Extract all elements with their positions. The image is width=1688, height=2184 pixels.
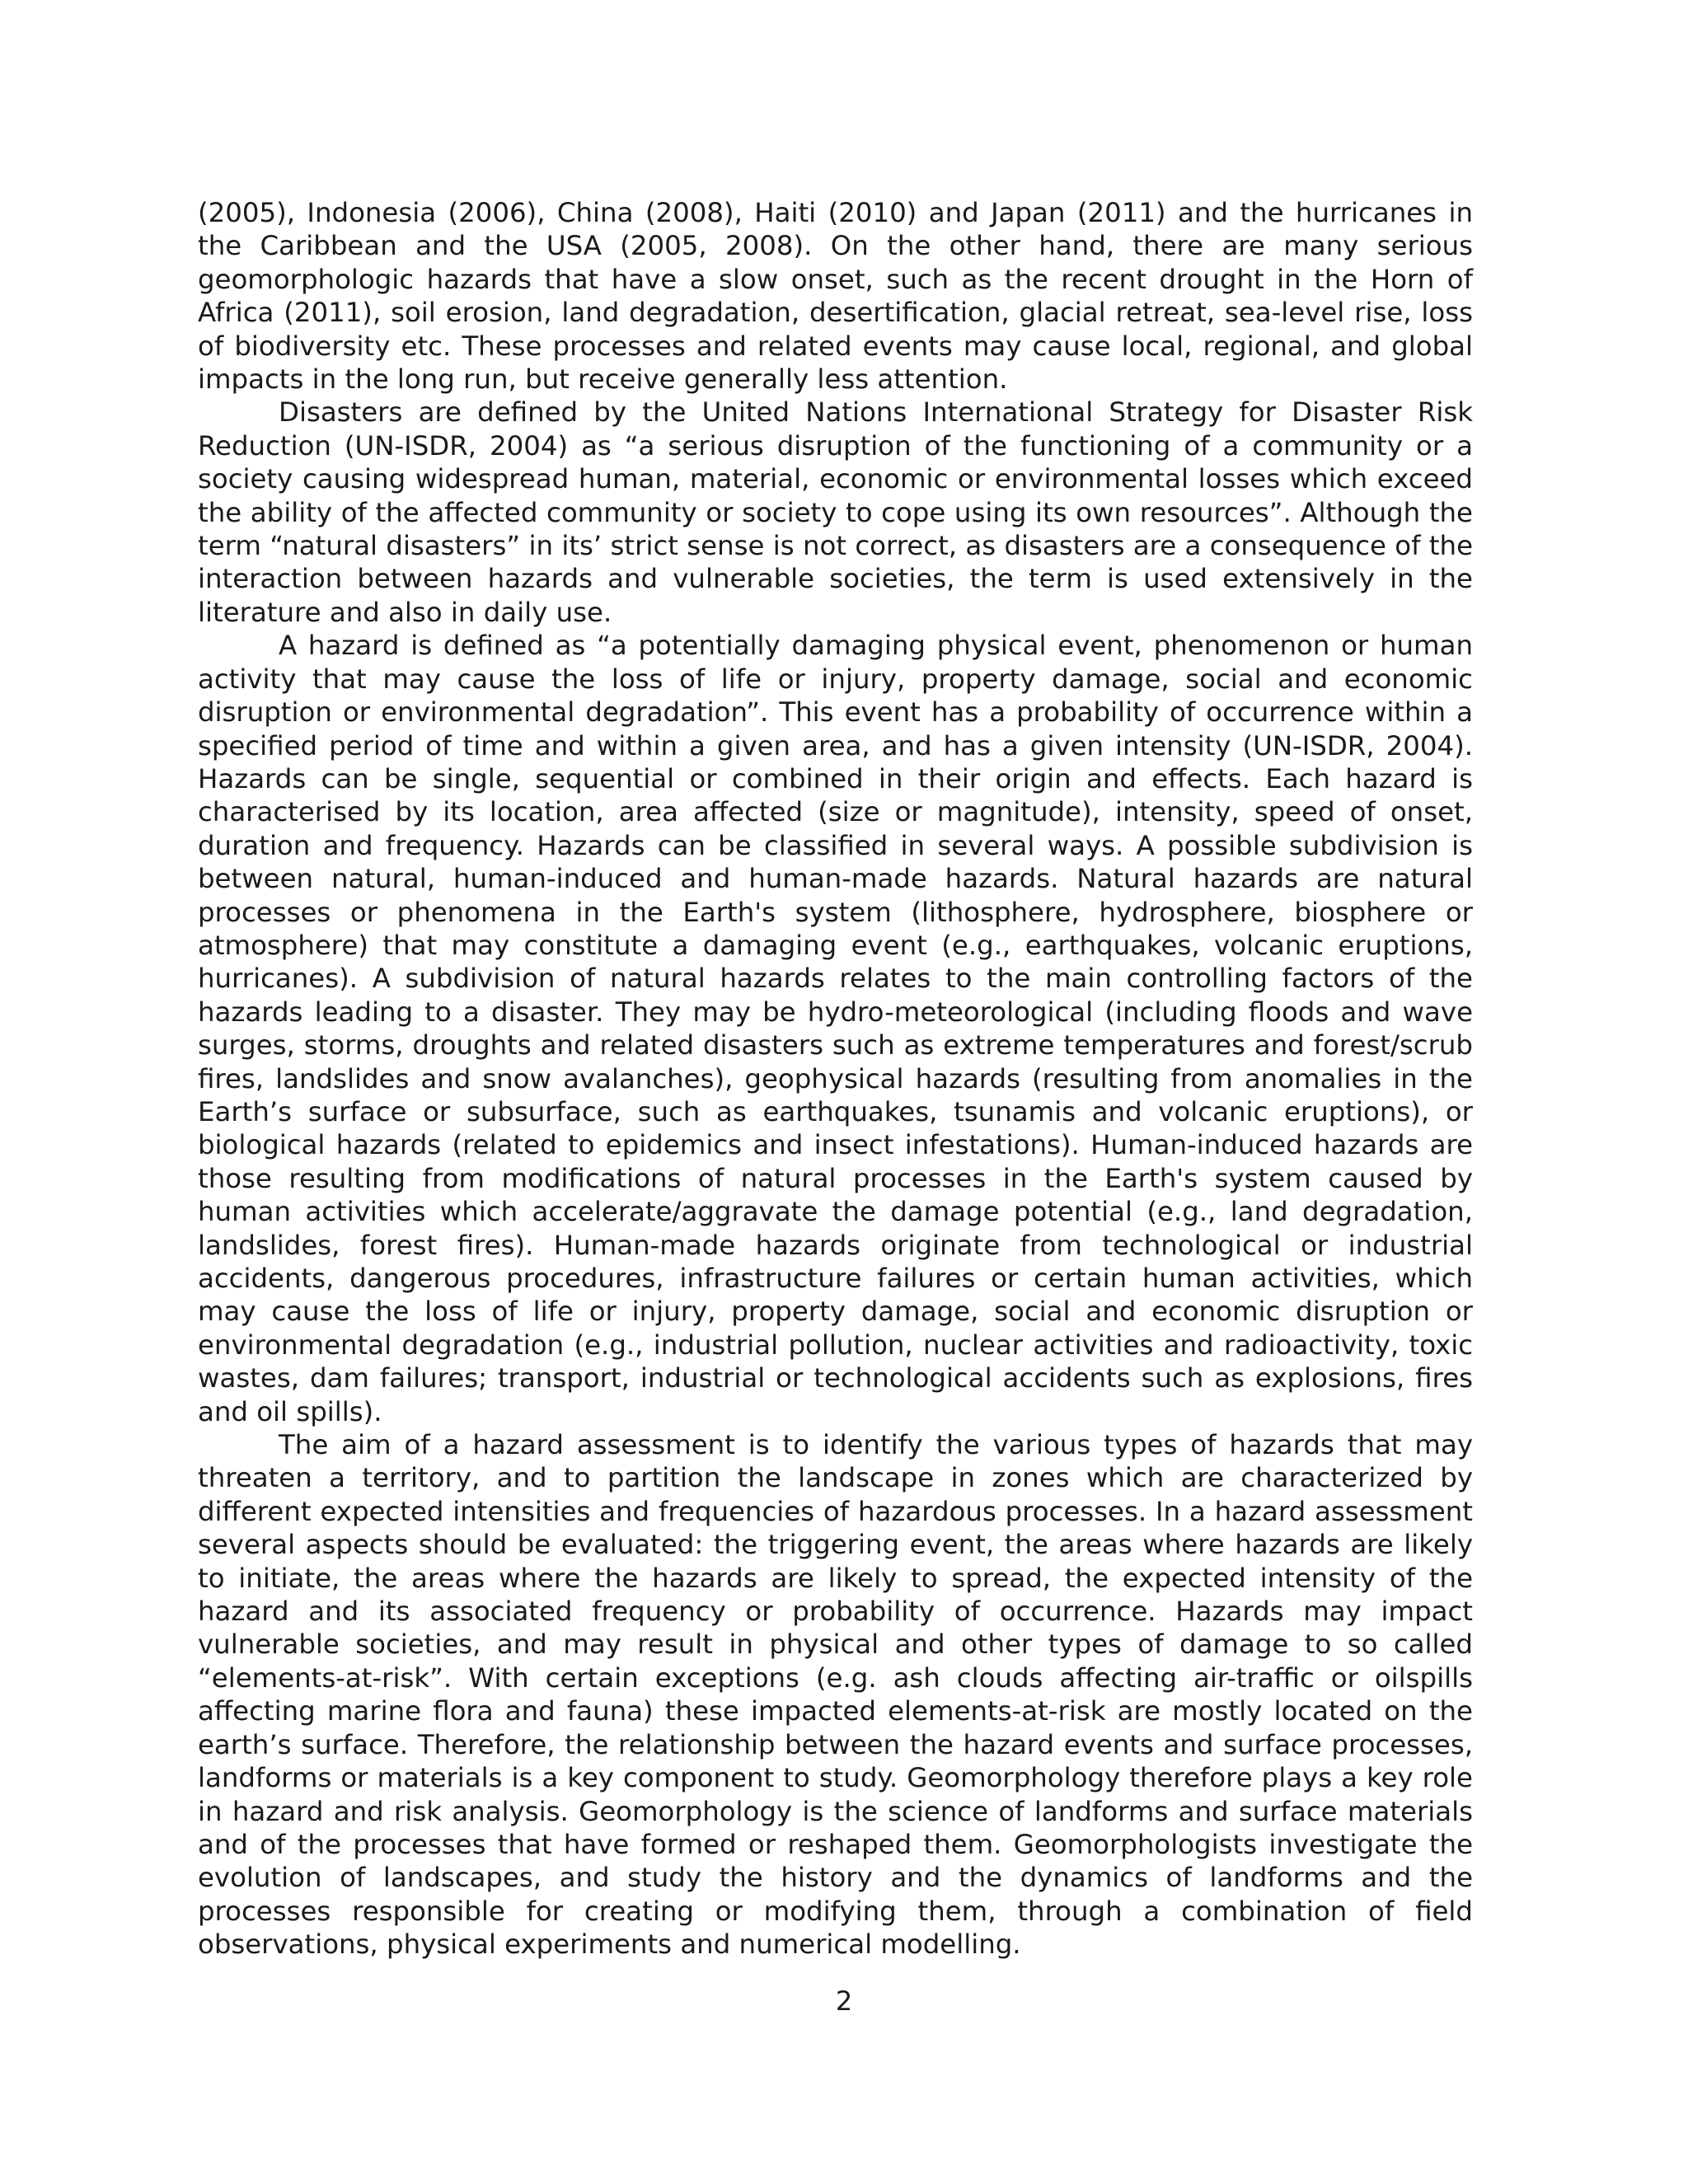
paragraph-hazard-assessment: The aim of a hazard assessment is to identify the various types of hazards that may threaten a territory, and to partition the landscape in zones which are characterized by different expected intensities and frequencies of hazardous processes. In a hazard assessment several aspects should be evaluated: the triggering event, the areas where hazards are likely to initiate, the areas where the hazards are likely to spread, the expected intensity of the hazard and its associated frequency or probability of occurrence. Hazards may impact vulnerable societies, and may result in physical and other types of damage to so called “elements-at-risk”. With certain exceptions (e.g. ash clouds affecting air-traffic or oilspills affecting marine flora and fauna) these impacted elements-at-risk are mostly located on the earth’s surface. Therefore, the relationship between the hazard events and surface processes, landforms or materials is a key component to study. Geomorphology therefore plays a key role in hazard and risk analysis. Geomorphology is the science of landforms and surface materials and of the processes that have formed or reshaped them. Geomorphologists investigate the evolution of landscapes, and study the history and the dynamics of landforms and the processes responsible for creating or modifying them, through a combination of field observations, physical experiments and numerical modelling. [198,1429,1473,1961]
page-number: 2 [835,1985,853,2017]
paragraph-disasters-definition: Disasters are defined by the United Nations International Strategy for Disaster Risk Reduction (UN-ISDR, 2004) as “a serious disruption of the functioning of a community or a society causing widespread human, material, economic or environmental losses which exceed the ability of the affected community or society to cope using its own resources”. Although the term “natural disasters” in its’ strict sense is not correct, as disasters are a consequence of the interaction between hazards and vulnerable societies, the term is used extensively in the literature and also in daily use. [198,396,1473,628]
body-text [198,196,1473,1961]
paragraph-hazard-definition: A hazard is defined as “a potentially damaging physical event, phenomenon or human activity that may cause the loss of life or injury, property damage, social and economic disruption or environmental degradation”. This event has a probability of occurrence within a specified period of time and within a given area, and has a given intensity (UN-ISDR, 2004). Hazards can be single, sequential or combined in their origin and effects. Each hazard is characterised by its location, area affected (size or magnitude), intensity, speed of onset, duration and frequency. Hazards can be classified in several ways. A possible subdivision is between natural, human-induced and human-made hazards. Natural hazards are natural processes or phenomena in the Earth's system (lithosphere, hydrosphere, biosphere or atmosphere) that may constitute a damaging event (e.g., earthquakes, volcanic eruptions, hurricanes). A subdivision of natural hazards relates to the main controlling factors of the hazards leading to a disaster. They may be hydro-meteorological (including floods and wave surges, storms, droughts and related disasters such as extreme temperatures and forest/scrub fires, landslides and snow avalanches), geophysical hazards (resulting from anomalies in the Earth’s surface or subsurface, such as earthquakes, tsunamis and volcanic eruptions), or biological hazards (related to epidemics and insect infestations). Human-induced hazards are those resulting from modifications of natural processes in the Earth's system caused by human activities which accelerate/aggravate the damage potential (e.g., land degradation, landslides, forest fires). Human-made hazards originate from technological or industrial accidents, dangerous procedures, infrastructure failures or certain human activities, which may cause the loss of life or injury, property damage, social and economic disruption or environmental degradation (e.g., industrial pollution, nuclear activities and radioactivity, toxic wastes, dam failures; transport, industrial or technological accidents such as explosions, fires and oil spills). [198,630,1473,1427]
paragraph-continuation: (2005), Indonesia (2006), China (2008), Haiti (2010) and Japan (2011) and the hurricanes in the Caribbean and the USA (2005, 2008). On the other hand, there are many serious geomorphologic hazards that have a slow onset, such as the recent drought in the Horn of Africa (2011), soil erosion, land degradation, desertification, glacial retreat, sea-level rise, loss of biodiversity etc. These processes and related events may cause local, regional, and global impacts in the long run, but receive generally less attention. [198,197,1473,396]
